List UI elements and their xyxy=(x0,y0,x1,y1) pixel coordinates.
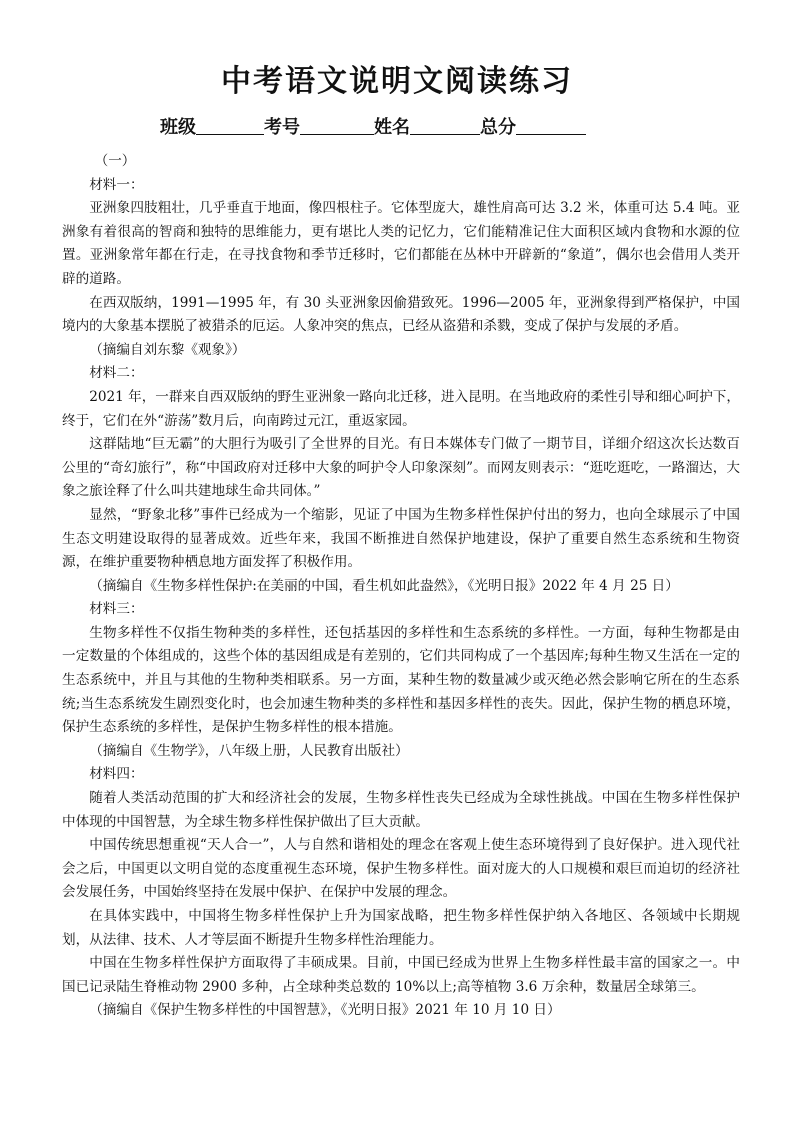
material-heading: 材料三： xyxy=(89,601,144,618)
paragraph: 这群陆地“巨无霸”的大胆行为吸引了全世界的目光。有日本媒体专门做了一期节目，详细介绍这次长达数百公里的“奇幻旅行”，称“中国政府对迁移中大象的呵护令人印象深刻”。而网友则表示：“逛吃逛吃，一路溜达，大象之旅诠释了什么叫共建地球生命共同体。” xyxy=(62,436,740,500)
material-heading: 材料一： xyxy=(89,176,144,193)
score-blank[interactable] xyxy=(516,116,586,135)
score-label: 总分 xyxy=(480,117,516,138)
paragraph: 2021 年，一群来自西双版纳的野生亚洲象一路向北迁移，进入昆明。在当地政府的柔性引导和细心呵护下，终于，它们在外“游荡”数月后，向南跨过元江，重返家园。 xyxy=(62,388,740,429)
paragraph: 中国在生物多样性保护方面取得了丰硕成果。目前，中国已经成为世界上生物多样性最丰富的国家之一。中国已记录陆生脊椎动物 2900 多种，占全球种类总数的 10%以上;高等植物 3.6 万余种，数量居全球第三。 xyxy=(62,955,740,995)
source-note: （摘编自《生物多样性保护:在美丽的中国，看生机如此盎然》，《光明日报》2022 年 4 月 25 日） xyxy=(89,577,679,594)
page-title: 中考语文说明文阅读练习 xyxy=(221,64,573,99)
exam-no-label: 考号 xyxy=(264,117,300,138)
paragraph: 中国传统思想重视“天人合一”，人与自然和谐相处的理念在客观上使生态环境得到了良好保护。进入现代社会之后，中国更以文明自觉的态度重视生态环境，保护生物多样性。面对庞大的人口规模和艰巨而迫切的经济社会发展任务，中国始终坚持在发展中保护、在保护中发展的理念。 xyxy=(62,837,740,901)
paragraph: 在具体实践中，中国将生物多样性保护上升为国家战略，把生物多样性保护纳入各地区、各领域中长期规划，从法律、技术、人才等层面不断提升生物多样性治理能力。 xyxy=(62,908,740,948)
source-note: （摘编自《生物学》，八年级上册，人民教育出版社） xyxy=(89,742,409,759)
paragraph: 在西双版纳，1991—1995 年，有 30 头亚洲象因偷猎致死。1996—2005 年，亚洲象得到严格保护，中国境内的大象基本摆脱了被猎杀的厄运。人象冲突的焦点，已经从盗猎和杀戮，变成了保护与发展的矛盾。 xyxy=(62,294,740,335)
class-label: 班级 xyxy=(160,117,196,138)
paragraph: 生物多样性不仅指生物种类的多样性，还包括基因的多样性和生态系统的多样性。一方面，每种生物都是由一定数量的个体组成的，这些个体的基因组成是有差别的，它们共同构成了一个基因库;每种生物又生活在一定的生态系统中，并且与其他的生物种类相联系。另一方面，某种生物的数量减少或灭绝必然会影响它所在的生态系统;当生态系统发生剧烈变化时，也会加速生物种类的多样性和基因多样性的丧失。因此，保护生物的栖息环境，保护生态系统的多样性，是保护生物多样性的根本措施。 xyxy=(62,624,740,736)
section-heading: （一） xyxy=(94,153,136,169)
name-label: 姓名 xyxy=(374,117,410,138)
source-note: （摘编自刘东黎《观象》） xyxy=(89,341,246,358)
material-heading: 材料四： xyxy=(89,766,144,783)
name-blank[interactable] xyxy=(410,116,480,135)
material-heading: 材料二： xyxy=(89,365,144,382)
student-info-row xyxy=(160,115,586,141)
source-note: （摘编自《保护生物多样性的中国智慧》，《光明日报》2021 年 10 月 10 日） xyxy=(89,1002,561,1019)
paragraph: 随着人类活动范围的扩大和经济社会的发展，生物多样性丧失已经成为全球性挑战。中国在生物多样性保护中体现的中国智慧，为全球生物多样性保护做出了巨大贡献。 xyxy=(62,790,740,830)
paragraph: 亚洲象四肢粗壮，几乎垂直于地面，像四根柱子。它体型庞大，雄性肩高可达 3.2 米，体重可达 5.4 吨。亚洲象有着很高的智商和独特的思维能力，更有堪比人类的记忆力，它们能精准记住大面积区域内食物和水源的位置。亚洲象常年都在行走，在寻找食物和季节迁移时，它们都能在丛林中开辟新的“象道”，偶尔也会借用人类开辟的道路。 xyxy=(62,200,740,287)
exam-no-blank[interactable] xyxy=(300,116,374,135)
class-blank[interactable] xyxy=(196,116,264,135)
reading-passage xyxy=(62,150,740,1023)
paragraph: 显然，“野象北移”事件已经成为一个缩影，见证了中国为生物多样性保护付出的努力，也向全球展示了中国生态文明建设取得的显著成效。近些年来，我国不断推进自然保护地建设，保护了重要自然生态系统和生物资源，在维护重要物种栖息地方面发挥了积极作用。 xyxy=(62,506,740,571)
